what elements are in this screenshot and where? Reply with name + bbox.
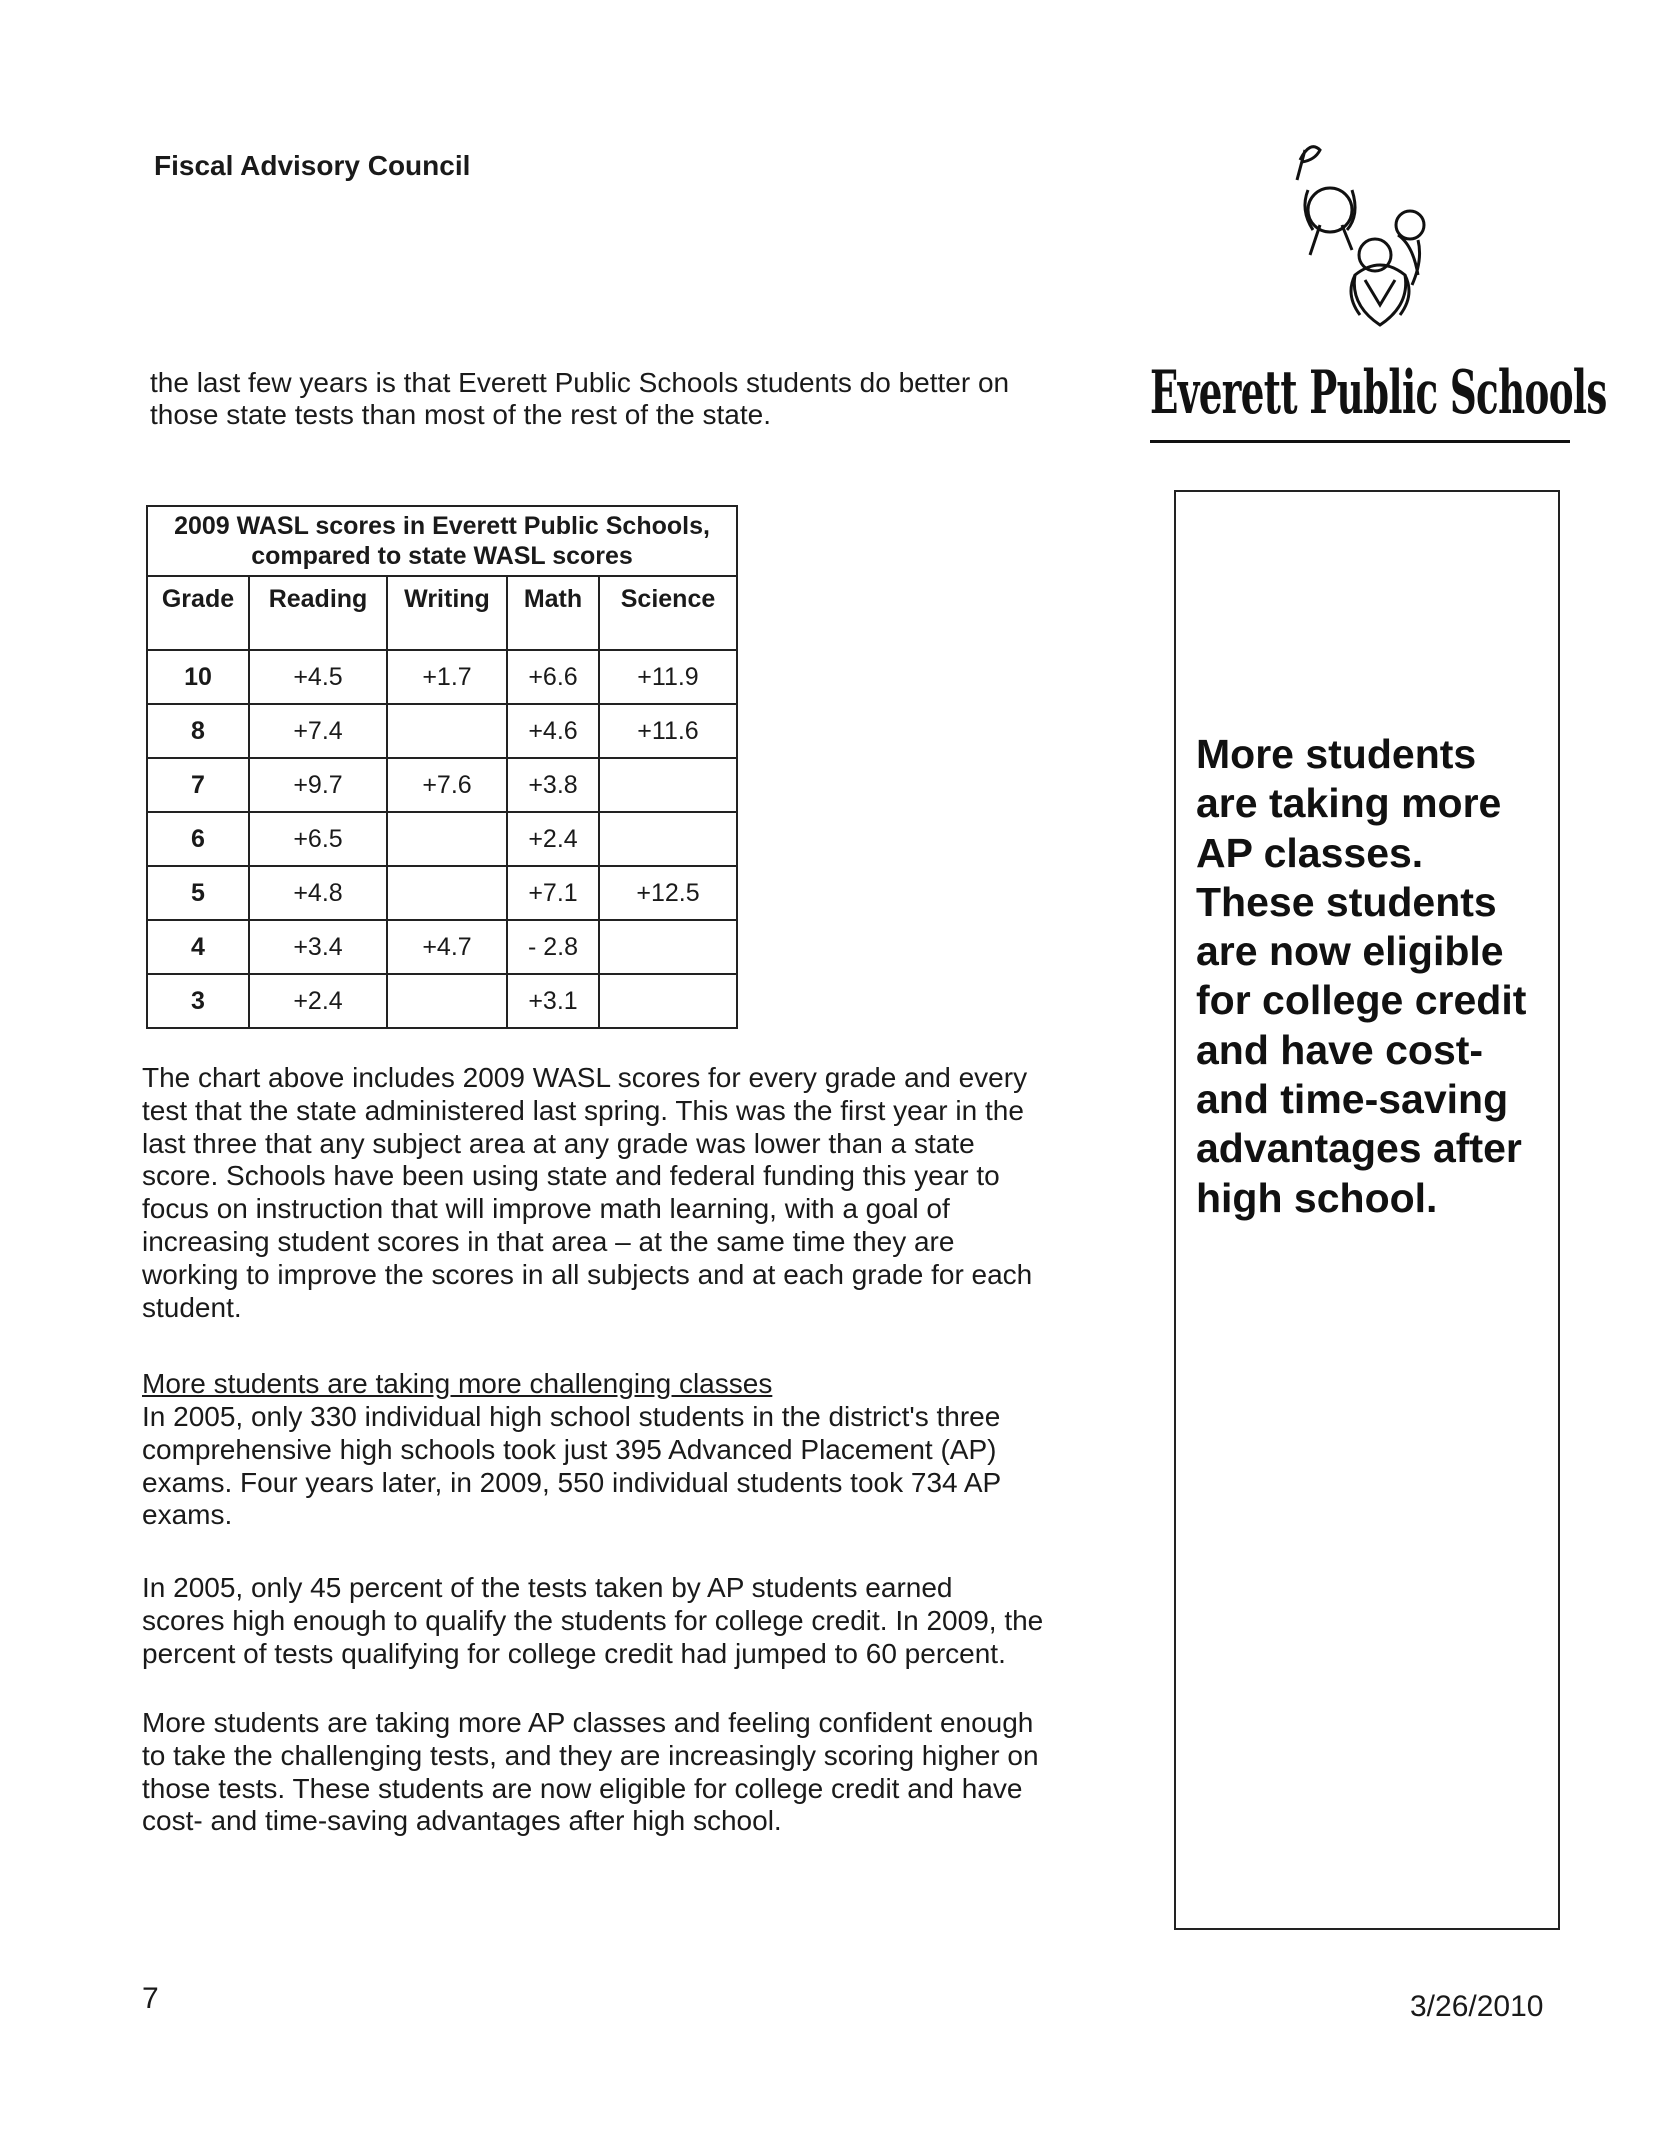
column-header-science: Science [599,576,737,650]
paragraph-line: test that the state administered last spring. This was the first year in the [142,1094,1024,1126]
reading-cell: +3.4 [249,920,387,974]
reading-cell: +7.4 [249,704,387,758]
intro-line: those state tests than most of the rest of the state. [150,399,772,430]
table-row [147,812,737,866]
intro-line: the last few years is that Everett Public Schools students do better on [150,367,1010,398]
paragraph-line: to take the challenging tests, and they are increasingly scoring higher on [142,1739,1039,1771]
paragraph-line: In 2005, only 330 individual high school students in the district's three [142,1401,1001,1432]
paragraph-line: exams. [142,1499,233,1531]
reading-cell: +4.5 [249,650,387,704]
science-cell [599,758,737,812]
callout-line: are taking more [1196,780,1502,827]
math-cell: +3.1 [507,974,599,1028]
grade-cell: 3 [147,974,249,1028]
writing-cell [387,812,507,866]
grade-cell: 8 [147,704,249,758]
column-header-math: Math [507,576,599,650]
paragraph-ap-students [142,1401,1102,1532]
writing-cell: +4.7 [387,920,507,974]
math-cell: +4.6 [507,704,599,758]
callout-line: and have cost- [1196,1026,1484,1073]
math-cell: +7.1 [507,866,599,920]
writing-cell [387,866,507,920]
table-row [147,650,737,704]
science-cell [599,974,737,1028]
math-cell: +2.4 [507,812,599,866]
writing-cell [387,974,507,1028]
table-caption [147,506,737,576]
table-row [147,920,737,974]
page-header-title: Fiscal Advisory Council [154,150,471,181]
wasl-scores-table [146,505,738,1029]
callout-line: and time-saving [1196,1076,1509,1123]
paragraph-line: In 2005, only 45 percent of the tests taken by AP students earned [142,1572,953,1603]
callout-line: More students [1196,731,1477,777]
reading-cell: +6.5 [249,812,387,866]
paragraph-line: score. Schools have been using state and federal funding this year to [142,1160,1000,1192]
grade-cell: 4 [147,920,249,974]
paragraph-line: increasing student scores in that area – at the same time they are [142,1225,955,1257]
grade-cell: 6 [147,812,249,866]
paragraph-line: comprehensive high schools took just 395 Advanced Placement (AP) [142,1433,997,1465]
district-logo [1150,130,1607,450]
paragraph-line: those tests. These students are now eligible for college credit and have [142,1772,1023,1804]
writing-cell: +7.6 [387,758,507,812]
table-row [147,758,737,812]
writing-cell: +1.7 [387,650,507,704]
table-row [147,974,737,1028]
reading-cell: +2.4 [249,974,387,1028]
callout-line: These students [1196,878,1497,925]
paragraph-line: exams. Four years later, in 2009, 550 individual students took 734 AP [142,1466,1002,1498]
science-cell: +11.9 [599,650,737,704]
paragraph-line: The chart above includes 2009 WASL scores for every grade and every [142,1062,1028,1093]
science-cell: +12.5 [599,866,737,920]
table-caption-line: compared to state WASL scores [251,542,633,570]
callout-line: for college credit [1196,977,1527,1024]
callout-line: high school. [1196,1174,1438,1221]
paragraph-line: focus on instruction that will improve math learning, with a goal of [142,1193,950,1225]
math-cell: +6.6 [507,650,599,704]
column-header-grade: Grade [147,576,249,650]
grade-cell: 7 [147,758,249,812]
children-reading-book-icon [1260,130,1480,350]
district-logo-text: Everett Public Schools [1150,358,1607,428]
callout-line: are now eligible [1196,928,1504,975]
paragraph-line: percent of tests qualifying for college credit had jumped to 60 percent. [142,1637,1006,1669]
column-header-reading: Reading [249,576,387,650]
column-header-writing: Writing [387,576,507,650]
table-row [147,704,737,758]
sidebar-callout-text [1196,730,1556,1223]
math-cell: - 2.8 [507,920,599,974]
section-heading-challenging-classes: More students are taking more challenging classes [142,1368,773,1399]
callout-line: AP classes. [1196,829,1424,876]
paragraph-line: working to improve the scores in all subjects and at each grade for each [142,1258,1033,1290]
paragraph-line: last three that any subject area at any grade was lower than a state [142,1127,975,1159]
math-cell: +3.8 [507,758,599,812]
paragraph-line: student. [142,1291,242,1323]
paragraph-wasl-explanation [142,1062,1102,1324]
paragraph-ap-percent [142,1572,1102,1670]
paragraph-line: More students are taking more AP classes and feeling confident enough [142,1707,1034,1738]
callout-line: advantages after [1196,1125,1522,1172]
science-cell: +11.6 [599,704,737,758]
writing-cell [387,704,507,758]
paragraph-line: scores high enough to qualify the students for college credit. In 2009, the [142,1604,1044,1636]
logo-underline [1150,440,1570,443]
paragraph-ap-summary [142,1707,1102,1838]
reading-cell: +9.7 [249,758,387,812]
science-cell [599,812,737,866]
intro-paragraph [150,367,1070,431]
table-row [147,866,737,920]
table-caption-line: 2009 WASL scores in Everett Public Schools, [174,512,710,540]
grade-cell: 10 [147,650,249,704]
page-date: 3/26/2010 [1410,1990,1544,2023]
grade-cell: 5 [147,866,249,920]
sidebar-callout-box [1174,490,1560,1930]
paragraph-line: cost- and time-saving advantages after high school. [142,1805,782,1837]
reading-cell: +4.8 [249,866,387,920]
science-cell [599,920,737,974]
table-header-row [147,576,737,650]
page-number: 7 [142,1982,159,2015]
